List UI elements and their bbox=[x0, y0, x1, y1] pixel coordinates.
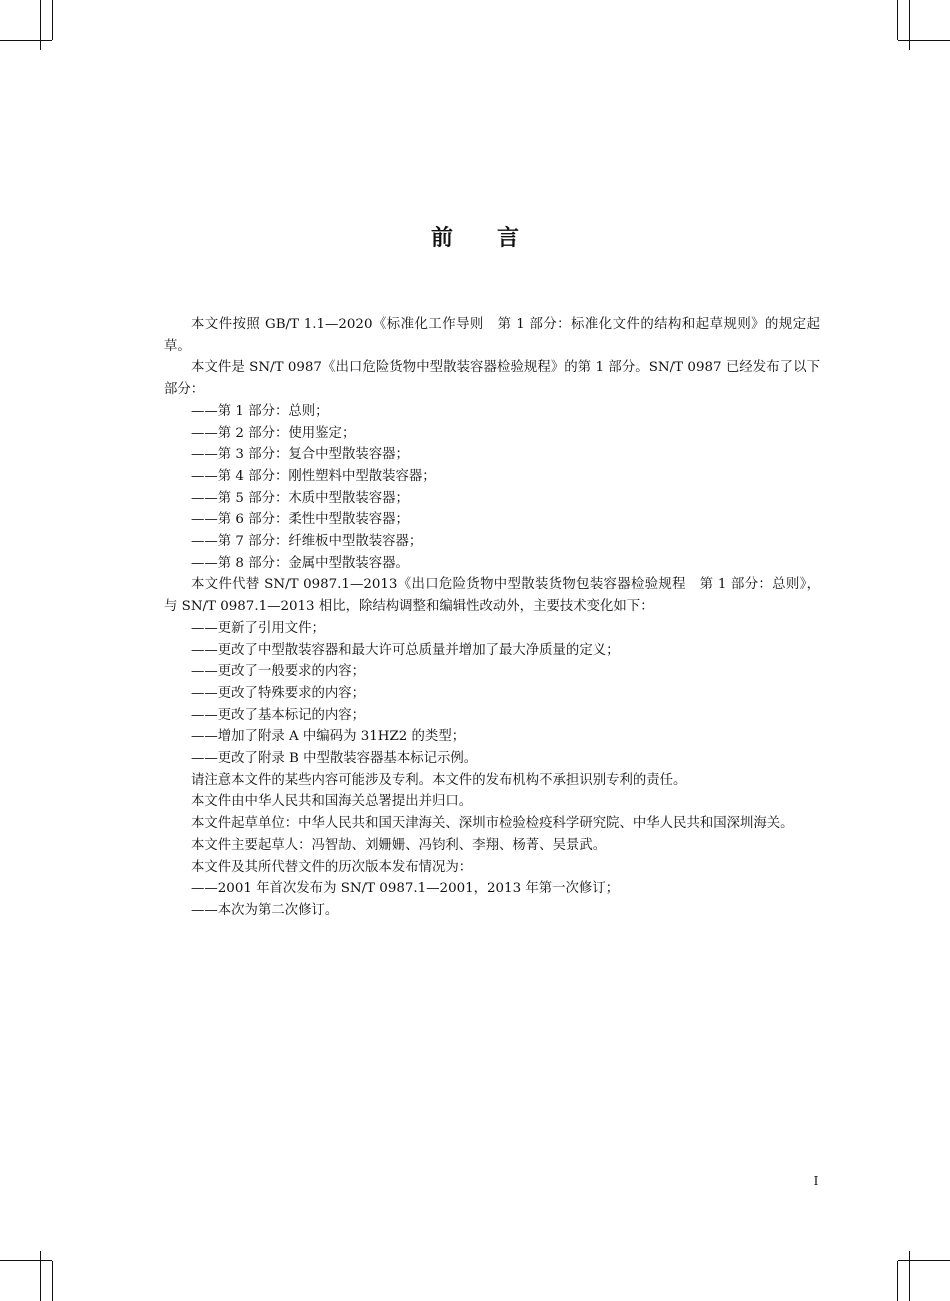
list-item-change-6: ——增加了附录 A 中编码为 31HZ2 的类型； bbox=[191, 729, 466, 745]
paragraph-part-intro: 本文件是 SN/T 0987《出口危险货物中型散装容器检验规程》的第 1 部分。SN/T 0987 已经发布了以下部分： bbox=[164, 360, 820, 398]
paragraph-patent-notice: 请注意本文件的某些内容可能涉及专利。本文件的发布机构不承担识别专利的责任。 bbox=[191, 772, 687, 788]
page-title bbox=[0, 224, 950, 252]
paragraph-proposer: 本文件由中华人民共和国海关总署提出并归口。 bbox=[191, 794, 473, 810]
crop-mark-top-right-vertical-inner bbox=[897, 0, 898, 40]
crop-mark-top-left-vertical bbox=[40, 0, 41, 50]
crop-mark-top-right-vertical bbox=[909, 0, 910, 50]
preface-body bbox=[164, 314, 820, 922]
list-item-part-6: ——第 6 部分：柔性中型散装容器； bbox=[191, 512, 409, 528]
paragraph-drafting-units: 本文件起草单位：中华人民共和国天津海关、深圳市检验检疫科学研究院、中华人民共和国深圳海关。 bbox=[191, 816, 794, 832]
list-item-change-1: ——更新了引用文件； bbox=[191, 620, 325, 636]
paragraph-history-intro: 本文件及其所代替文件的历次版本发布情况为： bbox=[191, 859, 473, 875]
paragraph-replacement: 本文件代替 SN/T 0987.1—2013《出口危险货物中型散装货物包装容器检验规程 第 1 部分：总则》，与 SN/T 0987.1—2013 相比，除结构调整和编辑性改动外，主要技术变化如下： bbox=[164, 577, 820, 615]
page-title-char-2: 言 bbox=[497, 225, 520, 251]
list-item-change-3: ——更改了一般要求的内容； bbox=[191, 664, 366, 680]
list-item-change-4: ——更改了特殊要求的内容； bbox=[191, 685, 366, 701]
crop-mark-top-left-vertical-inner bbox=[52, 0, 53, 40]
list-item-change-2: ——更改了中型散装容器和最大许可总质量并增加了最大净质量的定义； bbox=[191, 642, 620, 658]
crop-mark-bottom-left-horizontal bbox=[0, 1260, 52, 1261]
crop-mark-bottom-right-horizontal bbox=[898, 1260, 950, 1261]
crop-mark-bottom-right-vertical-inner bbox=[897, 1261, 898, 1301]
list-item-part-8: ——第 8 部分：金属中型散装容器。 bbox=[191, 555, 409, 571]
list-item-part-4: ——第 4 部分：刚性塑料中型散装容器； bbox=[191, 468, 436, 484]
crop-mark-bottom-left-vertical-inner bbox=[52, 1261, 53, 1301]
paragraph-drafters: 本文件主要起草人：冯智劼、刘姗姗、冯钧利、李翔、杨菁、吴景武。 bbox=[191, 837, 607, 853]
crop-mark-bottom-left-vertical bbox=[40, 1251, 41, 1301]
paragraph-drafting-rules: 本文件按照 GB/T 1.1—2020《标准化工作导则 第 1 部分：标准化文件的结构和起草规则》的规定起草。 bbox=[164, 317, 820, 354]
list-item-part-2: ——第 2 部分：使用鉴定； bbox=[191, 425, 356, 441]
list-item-part-3: ——第 3 部分：复合中型散装容器； bbox=[191, 447, 409, 463]
crop-mark-top-left-horizontal bbox=[0, 40, 52, 41]
list-item-part-1: ——第 1 部分：总则； bbox=[191, 403, 329, 419]
list-item-part-7: ——第 7 部分：纤维板中型散装容器； bbox=[191, 534, 423, 550]
list-item-history-2: ——本次为第二次修订。 bbox=[191, 902, 339, 918]
crop-mark-bottom-right-vertical bbox=[909, 1251, 910, 1301]
crop-mark-top-right-horizontal bbox=[898, 40, 950, 41]
page-title-char-1: 前 bbox=[430, 225, 453, 251]
page-number: I bbox=[813, 1174, 819, 1188]
list-item-history-1: ——2001 年首次发布为 SN/T 0987.1—2001，2013 年第一次修订； bbox=[191, 881, 620, 897]
list-item-part-5: ——第 5 部分：木质中型散装容器； bbox=[191, 490, 409, 506]
list-item-change-5: ——更改了基本标记的内容； bbox=[191, 707, 366, 723]
list-item-change-7: ——更改了附录 B 中型散装容器基本标记示例。 bbox=[191, 751, 478, 767]
